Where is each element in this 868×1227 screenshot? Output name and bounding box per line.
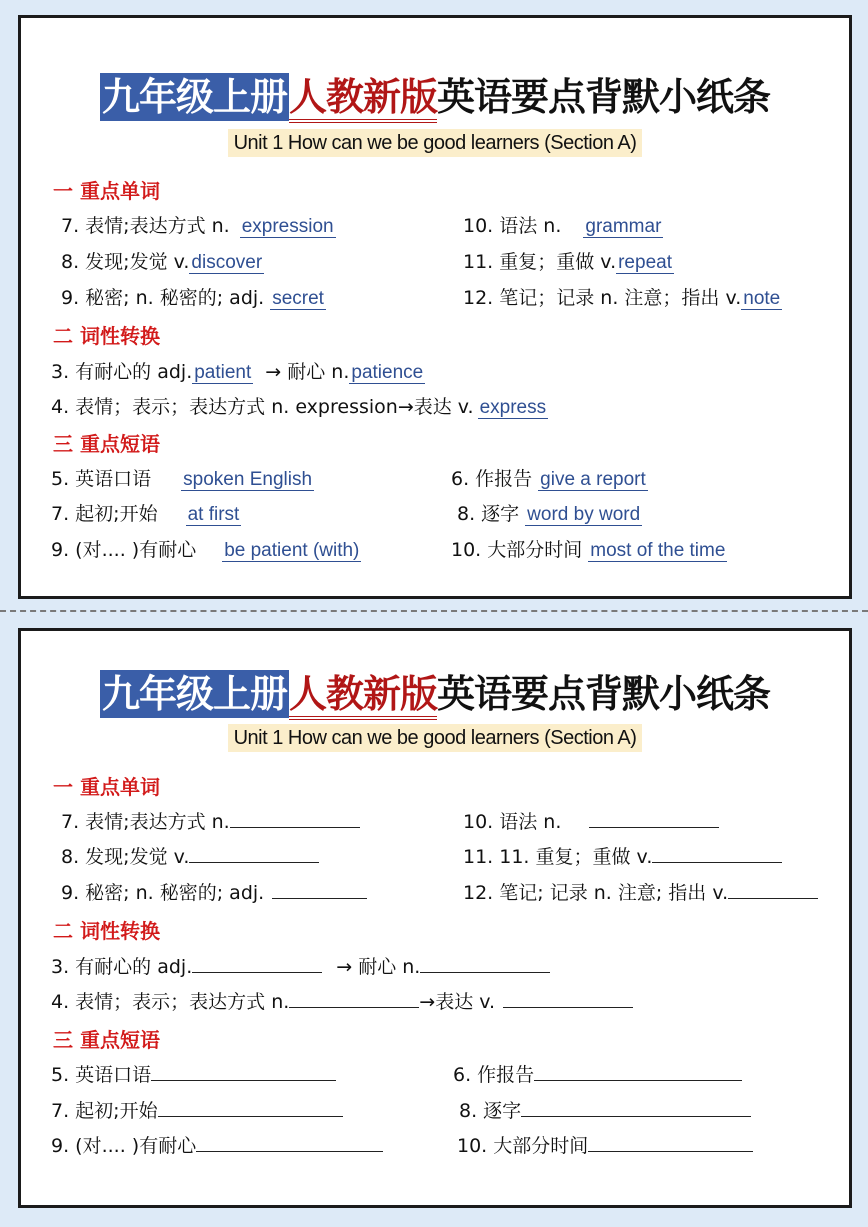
section-heading-words: 一 重点单词: [53, 179, 160, 203]
answer-blank[interactable]: [420, 954, 550, 973]
word-item-8: 8. 发现;发觉 v.: [61, 842, 319, 869]
word-item-9: 9. 秘密; n. 秘密的; adj.: [61, 878, 367, 905]
phrase-item-9: 9. (对.... )有耐心: [51, 1131, 383, 1158]
section-heading-words: 一 重点单词: [53, 775, 160, 799]
page-title: 九年级上册人教新版英语要点背默小纸条: [21, 66, 849, 121]
answer-blank[interactable]: [589, 809, 719, 828]
word-item-8: 8. 发现;发觉 v. discover: [61, 251, 263, 273]
unit-subtitle: Unit 1 How can we be good learners (Section A): [21, 727, 849, 750]
phrase-item-7: 7. 起初;开始: [51, 1096, 343, 1123]
phrase-item-5: 5. 英语口语 spoken English: [51, 468, 313, 490]
blank-card: [18, 628, 852, 1208]
answer-card: [18, 15, 852, 599]
phrase-item-7: 7. 起初;开始 at first: [51, 503, 240, 525]
answer-blank[interactable]: [728, 880, 818, 899]
phrase-item-9: 9. (对.... )有耐心 be patient (with): [51, 539, 360, 561]
unit-subtitle: Unit 1 How can we be good learners (Section A): [21, 132, 849, 155]
conversion-item-3: 3. 有耐心的 adj. patient → 耐心 n. patience: [51, 361, 424, 383]
answer-blank[interactable]: [652, 844, 782, 863]
answer-blank[interactable]: [534, 1062, 742, 1081]
word-item-7: 7. 表情;表达方式 n. expression: [61, 215, 334, 237]
section-heading-conversion: 二 词性转换: [53, 919, 160, 943]
section-heading-phrases: 三 重点短语: [53, 1028, 160, 1052]
answer-blank[interactable]: [289, 989, 419, 1008]
answer-blank[interactable]: [521, 1098, 751, 1117]
word-item-12: 12. 笔记；记录 n. 注意；指出 v. note: [463, 287, 781, 309]
answer-blank[interactable]: [158, 1098, 343, 1117]
answer-blank[interactable]: [189, 844, 319, 863]
word-item-12: 12. 笔记; 记录 n. 注意; 指出 v.: [463, 878, 818, 905]
word-item-9: 9. 秘密; n. 秘密的; adj. secret: [61, 287, 324, 309]
word-item-11: 11. 11. 重复；重做 v.: [463, 842, 782, 869]
page-title: 九年级上册人教新版英语要点背默小纸条: [21, 663, 849, 718]
answer-blank[interactable]: [196, 1133, 383, 1152]
section-heading-conversion: 二 词性转换: [53, 324, 160, 348]
answer-blank[interactable]: [588, 1133, 753, 1152]
phrase-item-6: 6. 作报告 give a report: [451, 468, 646, 490]
conversion-item-4: 4. 表情；表示；表达方式 n. →表达 v.: [51, 987, 633, 1014]
answer-blank[interactable]: [192, 954, 322, 973]
conversion-item-3: 3. 有耐心的 adj. → 耐心 n.: [51, 952, 550, 979]
section-heading-phrases: 三 重点短语: [53, 432, 160, 456]
answer-blank[interactable]: [503, 989, 633, 1008]
phrase-item-8: 8. 逐字: [459, 1096, 751, 1123]
conversion-item-4: 4. 表情；表示；表达方式 n. expression→表达 v. express: [51, 396, 547, 418]
phrase-item-10: 10. 大部分时间 most of the time: [451, 539, 726, 561]
cut-line: [0, 610, 868, 612]
phrase-item-5: 5. 英语口语: [51, 1060, 336, 1087]
answer-blank[interactable]: [230, 809, 360, 828]
answer-blank[interactable]: [151, 1062, 336, 1081]
word-item-11: 11. 重复；重做 v. repeat: [463, 251, 672, 273]
phrase-item-10: 10. 大部分时间: [457, 1131, 753, 1158]
word-item-10: 10. 语法 n.: [463, 807, 719, 834]
phrase-item-6: 6. 作报告: [453, 1060, 742, 1087]
word-item-7: 7. 表情;表达方式 n.: [61, 807, 360, 834]
phrase-item-8: 8. 逐字 word by word: [457, 503, 641, 525]
word-item-10: 10. 语法 n. grammar: [463, 215, 662, 237]
answer-blank[interactable]: [272, 880, 367, 899]
